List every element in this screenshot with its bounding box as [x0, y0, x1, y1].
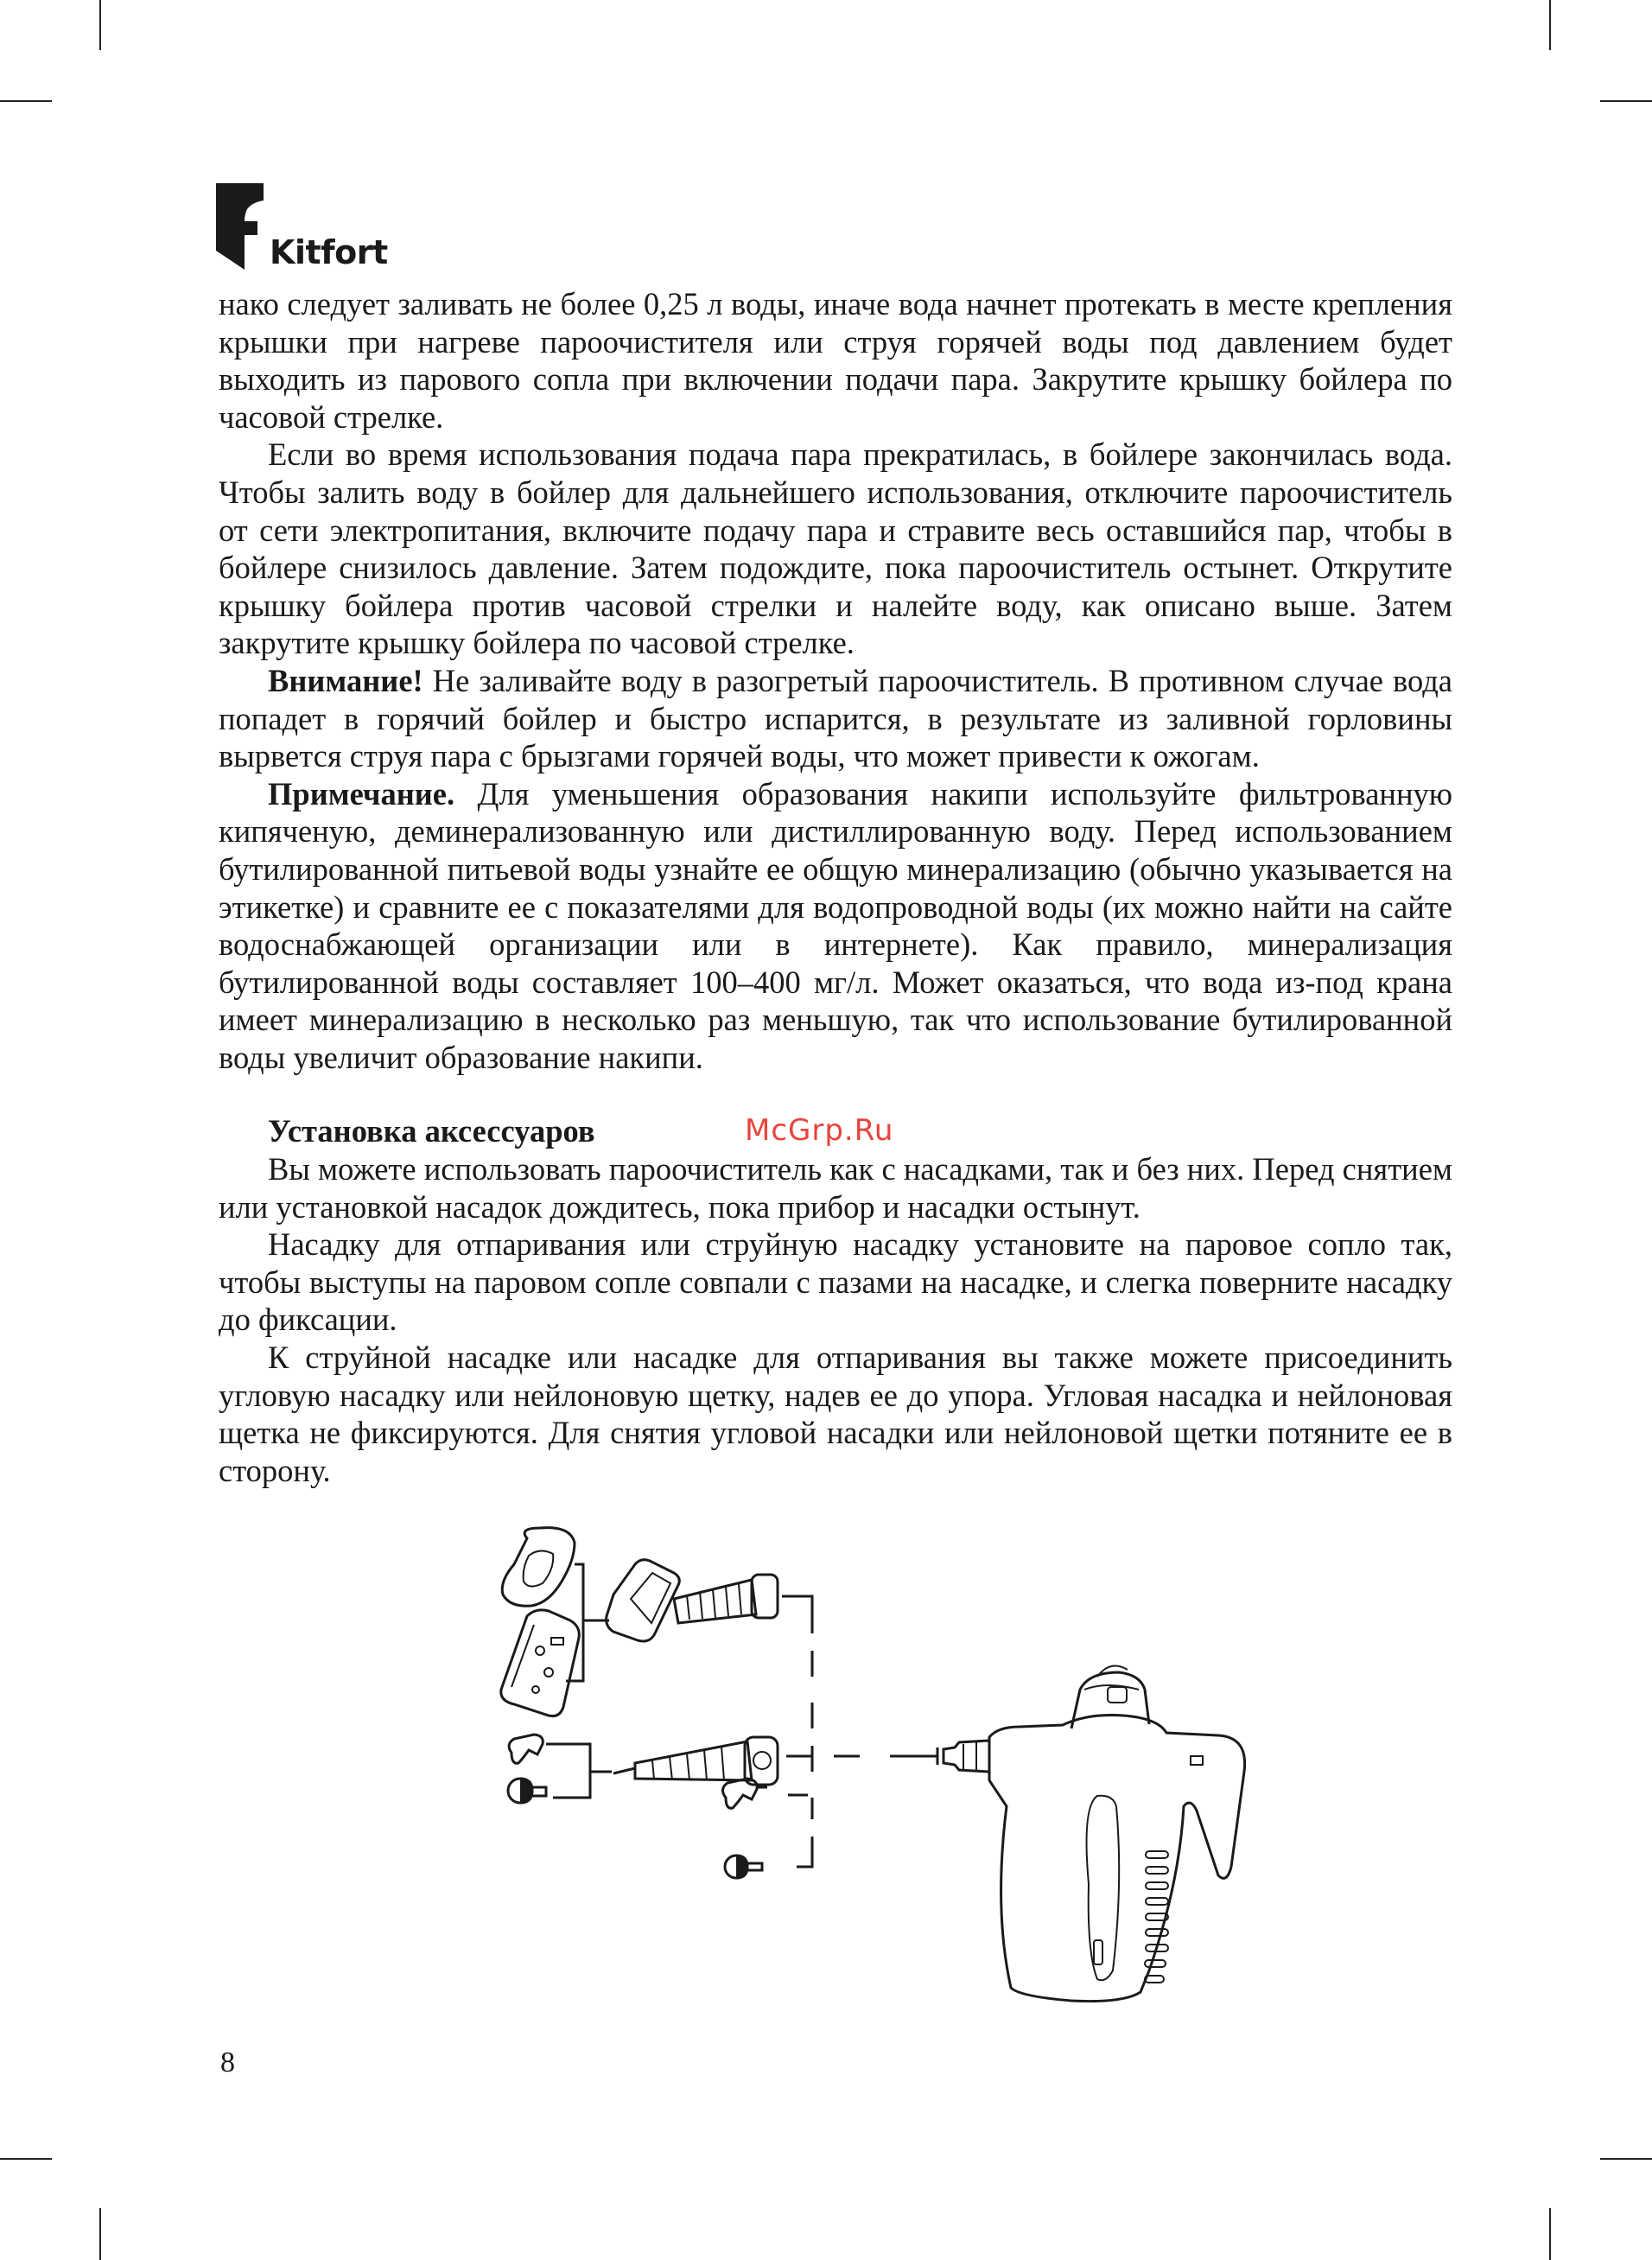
accessories-diagram — [467, 1521, 1339, 2022]
paragraph: Если во время использования подача пара прекратилась, в бойлере закончилась вода. Чтобы залить воду в бойлер для дальнейшего использования, отключите пароочиститель от сети электропитания, включите подачу пара и стравите весь оставшийся пар, чтобы в бойлере снизилось давление. Затем подождите, пока пароочиститель остынет. Открутите крышку бойлера против часовой стрелки и налейте воду, как описано выше. Затем закрутите крышку бойлера по часовой стрелке. — [219, 436, 1452, 661]
crop-mark — [1549, 2208, 1551, 2260]
jet-nozzle-icon — [613, 1737, 778, 1785]
paragraph: К струйной насадке или насадке для отпаривания вы также можете присоединить угловую насадку или нейлоновую щетку, надев ее до упора. Угловая насадка и нейлоновая щетка не фиксируются. Для снятия угловой насадки или нейлоновой щетки потяните ее в сторону. — [219, 1340, 1452, 1488]
nylon-brush-icon — [508, 1779, 546, 1803]
paragraph: Вы можете использовать пароочиститель как с насадками, так и без них. Перед снятием или установкой насадок дождитесь, пока прибор и насадки остынут. — [219, 1151, 1452, 1225]
nylon-brush-icon — [725, 1856, 762, 1878]
angle-nozzle-icon — [509, 1735, 543, 1763]
steam-outlet-icon — [944, 1741, 989, 1772]
group-bracket — [546, 1744, 590, 1798]
paragraph: Примечание. Для уменьшения образования накипи используйте фильтрованную кипяченую, деминерализованную или дистиллированную воду. Перед использованием бутилированной питьевой воды узнайте ее общую минерализацию (обычно указывается на этикетке) и сравните ее с показателями для водопроводной воды (их можно найти на сайте водоснабжающей организации или в интернете). Как правило, минерализация бутилированной воды составляет 100–400 мг/л. Может оказаться, что вода из-под крана имеет минерализацию в несколько раз меньшую, так что использование бутилированной воды увеличит образование накипи. — [219, 775, 1452, 1075]
body-text — [219, 285, 1452, 1489]
kitfort-logo-icon — [216, 183, 268, 270]
watermark: McGrp.Ru — [745, 1113, 894, 1148]
section-heading: Установка аксессуаров — [268, 1113, 595, 1149]
steaming-nozzle-icon — [607, 1560, 778, 1641]
angle-nozzle-icon — [722, 1779, 767, 1808]
crop-mark — [99, 2208, 101, 2260]
steam-cleaner-icon — [989, 1666, 1245, 2002]
steam-brush-plate-icon — [501, 1610, 579, 1716]
cloth-cover-icon — [502, 1528, 575, 1607]
connector-line — [890, 1748, 937, 1765]
crop-mark — [0, 2158, 52, 2160]
page-number: 8 — [220, 2047, 235, 2079]
crop-mark — [99, 0, 101, 50]
crop-mark — [1600, 2158, 1652, 2160]
paragraph: Внимание! Не заливайте воду в разогретый пароочиститель. В противном случае вода попадет в горячий бойлер и быстро испарится, в результате из заливной горловины вырвется струя пара с брызгами горячей воды, что может привести к ожогам. — [219, 662, 1452, 774]
crop-mark — [0, 100, 52, 102]
brand-name: Kitfort — [270, 233, 388, 271]
crop-mark — [1549, 0, 1551, 50]
paragraph: Насадку для отпаривания или струйную насадку установите на паровое сопло так, чтобы выступы на паровом сопле совпали с пазами на насадке, и слегка поверните насадку до фиксации. — [219, 1226, 1452, 1338]
paragraph: нако следует заливать не более 0,25 л воды, иначе вода начнет протекать в месте крепления крышки при нагреве пароочистителя или струя горячей воды под давлением будет выходить из парового сопла при включении подачи пара. Закрутите крышку бойлера по часовой стрелке. — [219, 286, 1452, 435]
brand-logo — [216, 183, 389, 270]
connector-line — [797, 1837, 812, 1867]
connector-line — [782, 1596, 812, 1633]
note-label: Примечание. — [268, 775, 455, 812]
crop-mark — [1600, 100, 1652, 102]
warning-label: Внимание! — [268, 662, 423, 698]
